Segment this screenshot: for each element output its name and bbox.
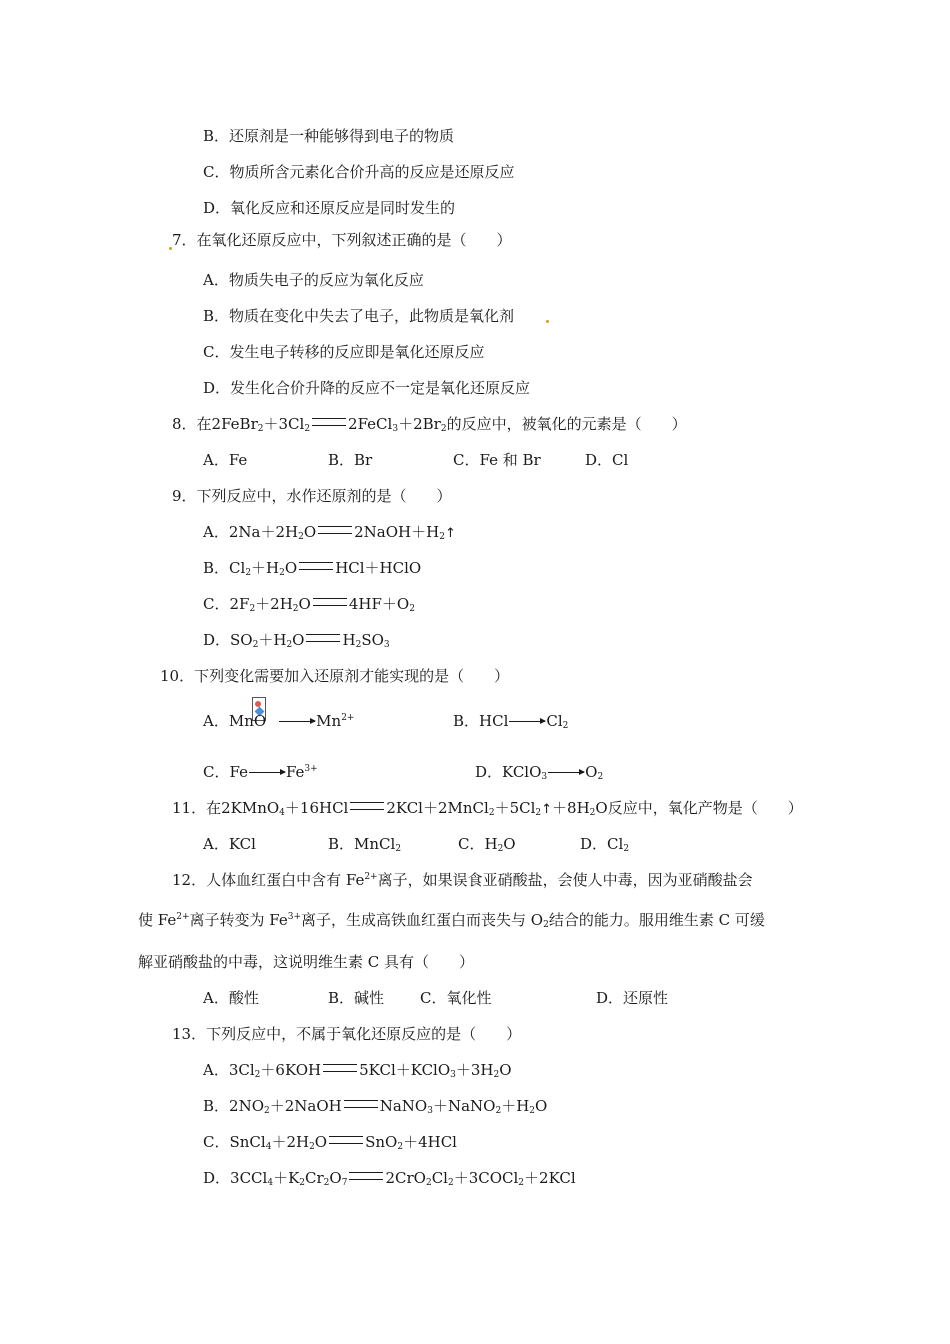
- q8-option-d: D．Cl: [585, 451, 629, 469]
- q11-option-d: D．$Cl_2$: [580, 835, 630, 854]
- option-label: B．: [203, 1097, 230, 1115]
- q12-option-a: A．酸性: [203, 989, 259, 1007]
- q11-equation: 2KMnO$_4$＋16HCl $2KCl+2MnCl_2+5Cl_2↑+8H_2O$: [221, 799, 608, 818]
- text-run: 离子，如果误食亚硝酸盐，会使人中毒，因为亚硝酸盐会: [377, 871, 753, 889]
- text-run: 离子转变为 Fe: [189, 911, 288, 929]
- q10-option-b: B．HCl $Cl_2$: [453, 712, 569, 731]
- option-label: D．: [203, 631, 231, 649]
- q12-line-1: 12．人体血红蛋白中含有 $Fe^{2+}$离子，如果误食亚硝酸盐，会使人中毒，因为亚硝酸盐会: [172, 871, 753, 889]
- q13-option-b: B．$2NO_2+2NaOH$ $NaNO_3+NaNO_2+H_2O$: [203, 1097, 548, 1116]
- q10-stem: 10．下列变化需要加入还原剂才能实现的是（ ）: [160, 667, 510, 685]
- q8-equation: $2FeBr_2+3Cl_2$ $2FeCl_3+2Br_2$: [211, 415, 447, 434]
- q12-option-c: C．氧化性: [420, 989, 492, 1007]
- q6-option-d: D．氧化反应和还原反应是同时发生的: [203, 199, 456, 217]
- q7-option-d: D．发生化合价升降的反应不一定是氧化还原反应: [203, 379, 531, 397]
- q8-stem-tail: 的反应中，被氧化的元素是（ ）: [446, 415, 687, 433]
- q6-option-b: B．还原剂是一种能够得到电子的物质: [203, 127, 455, 145]
- text-run: 使 Fe: [138, 911, 177, 929]
- text-run: 结合的能力。服用维生素 C 可缓: [548, 911, 765, 929]
- q8-option-b: B．Br: [328, 451, 373, 469]
- q12-line-2: 使 $Fe^{2+}$离子转变为 $Fe^{3+}$离子，生成高铁血红蛋白而丧失与 $O_2$结合的能力。服用维生素 C 可缓: [138, 911, 765, 930]
- q9-option-a: A．$2Na+2H_2O$ $2NaOH+H_2↑$: [203, 523, 456, 542]
- q12-option-d: D．还原性: [596, 989, 669, 1007]
- option-label: A．: [203, 712, 229, 730]
- text-run: 离子，生成高铁血红蛋白而丧失与 O: [301, 911, 544, 929]
- q12-line-3: 解亚硝酸盐的中毒，这说明维生素 C 具有（ ）: [138, 953, 475, 971]
- q12-option-b: B．碱性: [328, 989, 385, 1007]
- option-label: C．: [203, 763, 230, 781]
- q13-stem: 13．下列反应中，不属于氧化还原反应的是（ ）: [172, 1025, 522, 1043]
- q9-option-c: C．$2F_2+2H_2O$ $4HF+O_2$: [203, 595, 415, 614]
- option-label: A．: [203, 1061, 229, 1079]
- option-label: B．: [453, 712, 480, 730]
- q10-option-c: C．Fe $Fe^{3+}$: [203, 763, 318, 781]
- q7-stem: 7．在氧化还原反应中，下列叙述正确的是（ ）: [172, 231, 512, 249]
- ink-mark: [546, 320, 549, 323]
- option-text: B．MnCl: [328, 835, 396, 853]
- option-label: B．: [203, 559, 230, 577]
- q13-option-a: A．$3Cl_2+6KOH$ $5KCl+KClO_3+3H_2O$: [203, 1061, 512, 1080]
- q9-option-b: B．$Cl_2+H_2O$ HCl＋HClO: [203, 559, 422, 578]
- option-label: A．: [203, 523, 229, 541]
- q8-number: 8．在: [172, 415, 212, 433]
- q13-option-d: D．$3CCl_4+K_2Cr_2O_7$ $2CrO_2Cl_2+3COCl_2+2KCl$: [203, 1169, 576, 1188]
- option-text: D．Cl: [580, 835, 624, 853]
- q7-option-b: B．物质在变化中失去了电子，此物质是氧化剂: [203, 307, 515, 325]
- q9-stem: 9．下列反应中，水作还原剂的是（ ）: [172, 487, 452, 505]
- q9-option-d: D．$SO_2+H_2O$ $H_2SO_3$: [203, 631, 390, 650]
- q11-option-b: B．MnCl$_2$: [328, 835, 402, 854]
- q11-number: 11．在: [172, 799, 222, 817]
- q11-stem: [172, 798, 803, 820]
- q8-stem: [172, 414, 687, 434]
- q10-option-d: D．KClO$_3$ $O_2$: [475, 763, 604, 782]
- q11-stem-tail: 反应中，氧化产物是（ ）: [607, 799, 803, 817]
- option-text: C．H: [458, 835, 498, 853]
- q10-option-a: A．MnO $Mn^{2+}$: [203, 712, 355, 730]
- option-label: C．: [203, 1133, 230, 1151]
- q8-option-c: C．Fe 和 Br: [453, 451, 541, 469]
- q7-option-a: A．物质失电子的反应为氧化反应: [203, 271, 424, 289]
- q7-option-c: C．发生电子转移的反应即是氧化还原反应: [203, 343, 485, 361]
- q13-option-c: C．$SnCl_4+2H_2O$ SnO$_2$＋4HCl: [203, 1133, 457, 1152]
- q8-option-a: A．Fe: [203, 451, 248, 469]
- q11-option-a: A．KCl: [203, 835, 256, 853]
- q11-option-c: C．$H_2O$: [458, 835, 516, 854]
- option-label: D．: [203, 1169, 231, 1187]
- option-label: C．: [203, 595, 230, 613]
- text-run: 12．人体血红蛋白中含有 Fe: [172, 871, 365, 889]
- option-label: D．: [475, 763, 503, 781]
- q6-option-c: C．物质所含元素化合价升高的反应是还原反应: [203, 163, 515, 181]
